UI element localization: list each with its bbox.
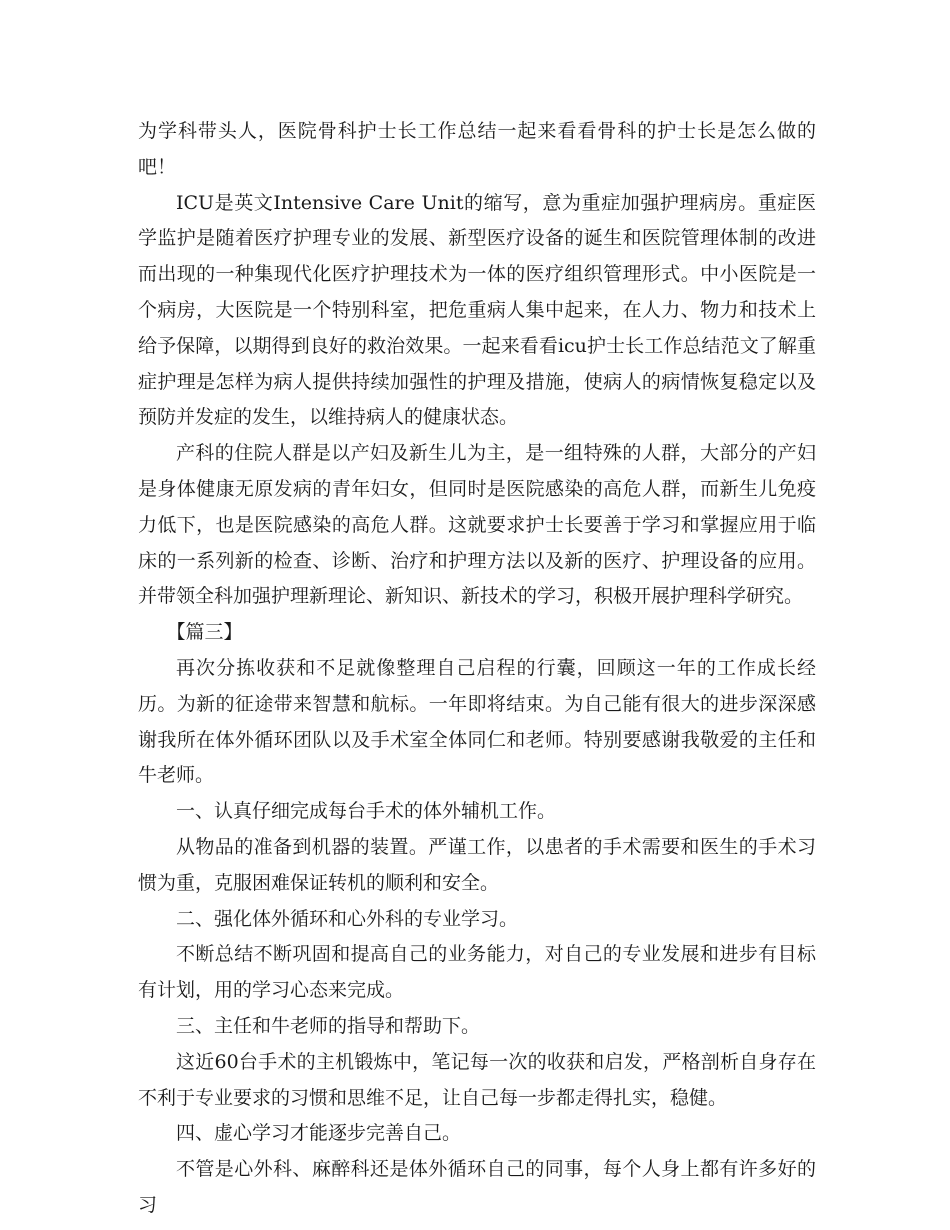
list-heading-one: 一、认真仔细完成每台手术的体外辅机工作。 [176,800,557,823]
document-body [138,114,816,1224]
paragraph-item-three: 这近60台手术的主机锻炼中，笔记每一次的收获和启发，严格剖析自身存在不利于专业要求的习惯和思维不足，让自己每一步都走得扎实，稳健。 [138,1050,816,1109]
paragraph-icu: ICU是英文Intensive Care Unit的缩写，意为重症加强护理病房。重症医学监护是随着医疗护理专业的发展、新型医疗设备的诞生和医院管理体制的改进而出现的一种集现代化医疗护理技术为一体的医疗组织管理形式。中小医院是一个病房，大医院是一个特别科室，把危重病人集中起来，在人力、物力和技术上给予保障，以期得到良好的救治效果。一起来看看icu护士长工作总结范文了解重症护理是怎样为病人提供持续加强性的护理及措施，使病人的病情恢复稳定以及预防并发症的发生，以维持病人的健康状态。 [138,191,816,429]
paragraph-item-one: 从物品的准备到机器的装置。严谨工作，以患者的手术需要和医生的手术习惯为重，克服困难保证转机的顺利和安全。 [138,835,816,894]
paragraph-review: 再次分拣收获和不足就像整理自己启程的行囊，回顾这一年的工作成长经历。为新的征途带来智慧和航标。一年即将结束。为自己能有很大的进步深深感谢我所在体外循环团队以及手术室全体同仁和老师。特别要感谢我敬爱的主任和牛老师。 [138,656,816,787]
paragraph-item-two: 不断总结不断巩固和提高自己的业务能力，对自己的专业发展和进步有目标有计划，用的学习心态来完成。 [138,943,816,1002]
list-heading-two: 二、强化体外循环和心外科的专业学习。 [176,907,519,930]
section-heading-part-three: 【篇三】 [166,621,243,644]
paragraph-obstetrics: 产科的住院人群是以产妇及新生儿为主，是一组特殊的人群，大部分的产妇是身体健康无原发病的青年妇女，但同时是医院感染的高危人群，而新生儿免疫力低下，也是医院感染的高危人群。这就要求护士长要善于学习和掌握应用于临床的一系列新的检查、诊断、治疗和护理方法以及新的医疗、护理设备的应用。并带领全科加强护理新理论、新知识、新技术的学习，积极开展护理科学研究。 [138,442,816,608]
list-heading-four: 四、虚心学习才能逐步完善自己。 [176,1122,462,1145]
list-heading-three: 三、主任和牛老师的指导和帮助下。 [176,1014,481,1037]
paragraph-item-four: 不管是心外科、麻醉科还是体外循环自己的同事，每个人身上都有许多好的习 [138,1158,816,1216]
paragraph-intro-continuation: 为学科带头人，医院骨科护士长工作总结一起来看看骨科的护士长是怎么做的吧！ [138,120,816,178]
